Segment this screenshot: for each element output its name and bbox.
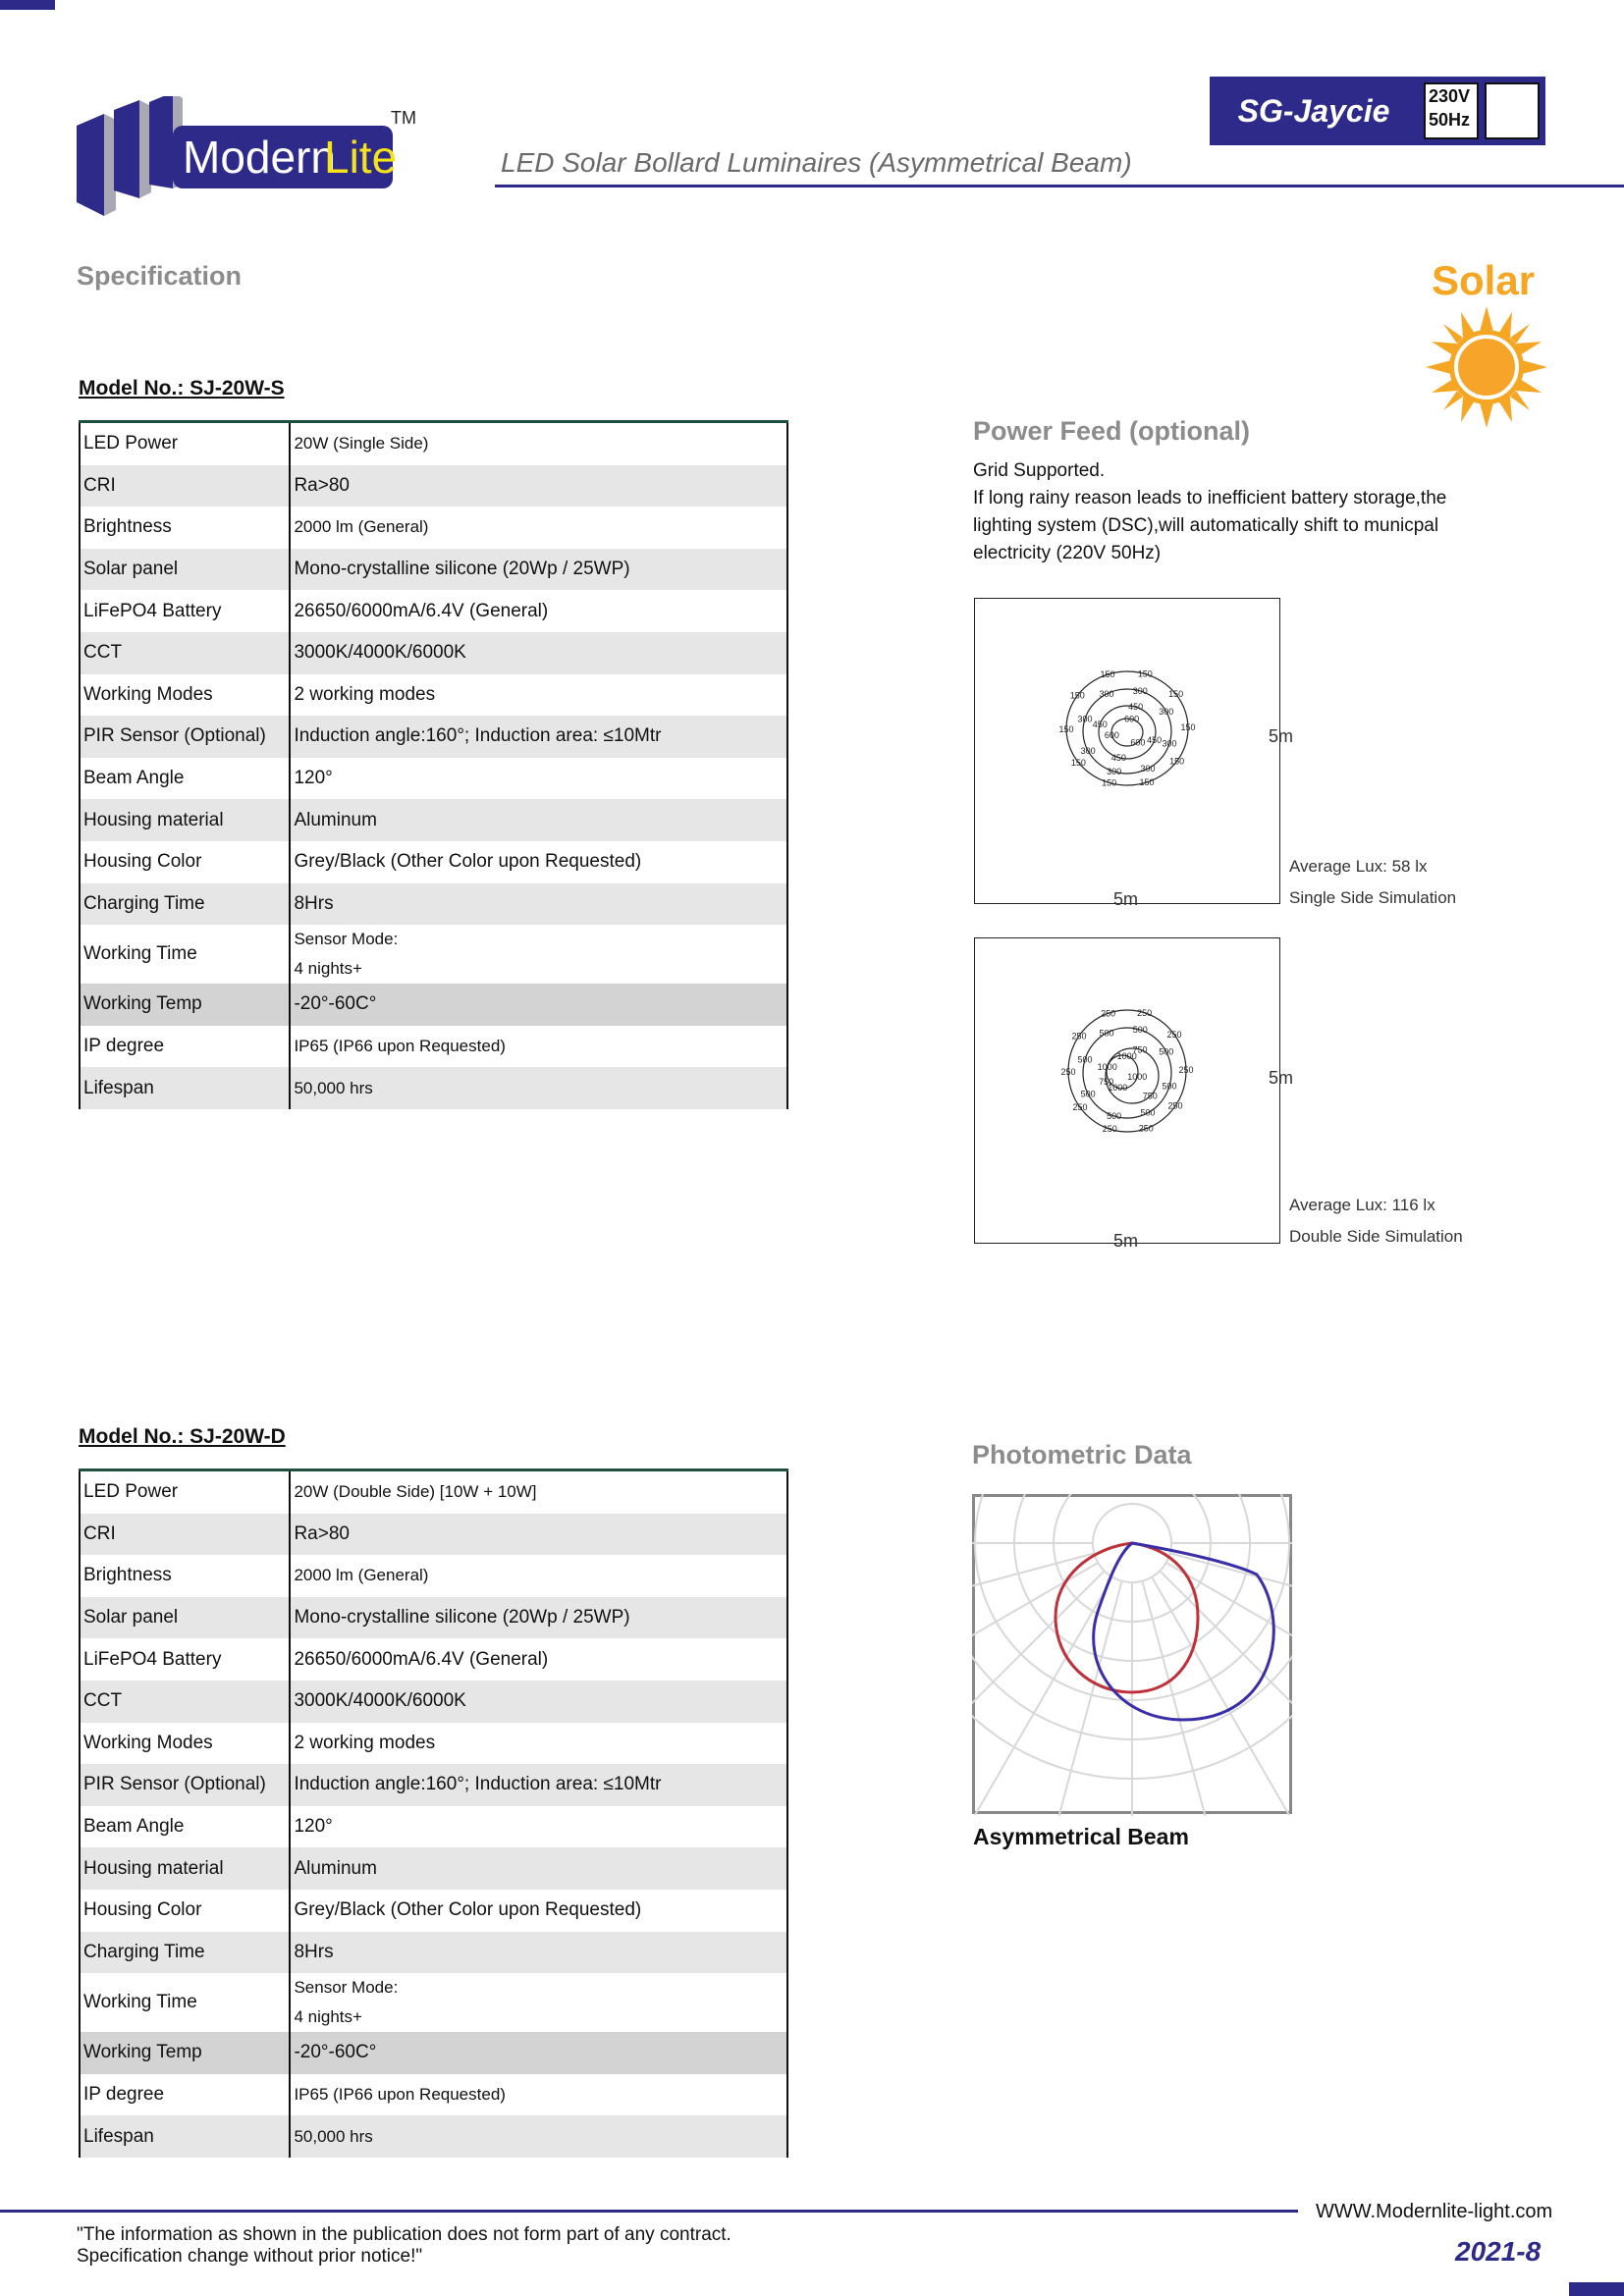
power-feed-line: lighting system (DSC),will automatically shift to municpal [973, 515, 1439, 536]
isolux-value-label: 300 [1099, 689, 1114, 699]
spec-row [80, 799, 787, 841]
isolux-value-label: 300 [1077, 714, 1093, 724]
spec-label: Working Time [80, 1973, 290, 2032]
double-isolux-diagram [975, 938, 1279, 1243]
spec-row [80, 2032, 787, 2074]
spec-label: Charging Time [80, 1932, 290, 1974]
isolux-value-label: 250 [1137, 1007, 1153, 1018]
spec-label: Working Temp [80, 984, 290, 1026]
spec-value: -20°-60C° [290, 984, 787, 1026]
voltage-line-1: 230V [1429, 86, 1471, 106]
spec-value: Aluminum [290, 799, 787, 841]
brand-name: SG-Jaycie [1237, 92, 1390, 129]
single-height-label: 5m [1269, 726, 1294, 746]
spec-value: Mono-crystalline silicone (20Wp / 25WP) [290, 1597, 787, 1639]
spec-value: IP65 (IP66 upon Requested) [290, 2074, 787, 2116]
spec-value: Ra>80 [290, 465, 787, 507]
spec-value-line: Sensor Mode: [294, 930, 399, 949]
spec-label: Housing material [80, 799, 290, 841]
disclaimer-line: "The information as shown in the publication does not form part of any contract. [77, 2224, 731, 2245]
isolux-value-label: 300 [1162, 738, 1177, 749]
corner-accent-top [0, 0, 55, 10]
spec-label: Beam Angle [80, 1806, 290, 1848]
spec-label: Housing Color [80, 1890, 290, 1932]
spec-value: Aluminum [290, 1847, 787, 1890]
isolux-value-label: 500 [1080, 1089, 1096, 1099]
spec-label: LED Power [80, 423, 290, 465]
contour-ring [1080, 689, 1174, 777]
spec-value: 8Hrs [290, 1932, 787, 1974]
spec-row [80, 1890, 787, 1932]
isolux-value-label: 500 [1132, 1025, 1148, 1036]
isolux-value-label: 300 [1140, 764, 1156, 774]
svg-text:Lite: Lite [324, 132, 398, 183]
spec-row [80, 1806, 787, 1848]
single-isolux-diagram [975, 599, 1279, 903]
polar-photometric-diagram [972, 1494, 1292, 1816]
spec-row [80, 883, 787, 926]
isolux-value-label: 500 [1099, 1028, 1114, 1039]
spec-row [80, 507, 787, 549]
spec-value: Mono-crystalline silicone (20Wp / 25WP) [290, 549, 787, 591]
spec-row [80, 1764, 787, 1806]
spec-label: Solar panel [80, 549, 290, 591]
isolux-value-label: 1000 [1097, 1062, 1117, 1072]
isolux-value-label: 250 [1138, 1123, 1154, 1134]
spec-row [80, 1597, 787, 1639]
isolux-value-label: 250 [1102, 1124, 1117, 1135]
spec-row [80, 2115, 787, 2158]
spec-value: Induction angle:160°; Induction area: ≤10Mtr [290, 1764, 787, 1806]
isolux-value-label: 750 [1132, 1044, 1148, 1055]
spec-row [80, 925, 787, 984]
isolux-value-label: 250 [1060, 1066, 1076, 1077]
isolux-value-label: 1000 [1108, 1083, 1128, 1094]
isolux-value-label: 250 [1072, 1102, 1088, 1113]
isolux-value-label: 300 [1159, 706, 1174, 717]
single-caption: Single Side Simulation [1289, 888, 1457, 907]
isolux-value-label: 150 [1058, 723, 1074, 734]
isolux-value-label: 150 [1137, 668, 1153, 679]
spec-label: Housing material [80, 1847, 290, 1890]
spec-value: Grey/Black (Other Color upon Requested) [290, 1890, 787, 1932]
spec-label: Working Time [80, 925, 290, 984]
spec-label: LED Power [80, 1471, 290, 1514]
power-feed-line: electricity (220V 50Hz) [973, 543, 1162, 563]
spec-label: LiFePO4 Battery [80, 590, 290, 632]
spec-row [80, 1555, 787, 1597]
isolux-value-label: 450 [1128, 702, 1144, 713]
power-feed-line: If long rainy reason leads to inefficient battery storage,the [973, 488, 1447, 508]
spec-row [80, 549, 787, 591]
spec-value: Induction angle:160°; Induction area: ≤10Mtr [290, 716, 787, 758]
spec-row [80, 1514, 787, 1556]
header-divider [495, 185, 1624, 187]
isolux-value-label: 300 [1107, 767, 1122, 777]
isolux-value-label: 450 [1110, 752, 1126, 763]
footer-divider [0, 2210, 1298, 2213]
spec-row [80, 1067, 787, 1109]
spec-value: 2000 lm (General) [290, 1555, 787, 1597]
solar-label: Solar [1432, 257, 1536, 303]
svg-text:Modern: Modern [183, 132, 336, 183]
spec-label: CRI [80, 1514, 290, 1556]
isolux-value-label: 150 [1100, 669, 1115, 680]
spec-value: 26650/6000mA/6.4V (General) [290, 590, 787, 632]
spec-row [80, 716, 787, 758]
spec-row [80, 590, 787, 632]
spec-label: CCT [80, 632, 290, 674]
spec-value: 2000 lm (General) [290, 507, 787, 549]
isolux-value-label: 500 [1077, 1054, 1093, 1065]
blank-badge [1485, 82, 1540, 139]
spec-label: CRI [80, 465, 290, 507]
specification-heading: Specification [77, 261, 243, 291]
photometric-caption: Asymmetrical Beam [973, 1824, 1189, 1849]
spec-value: 8Hrs [290, 883, 787, 926]
spec-row [80, 1932, 787, 1974]
spec-row [80, 758, 787, 800]
spec-row [80, 1723, 787, 1765]
isolux-value-label: 250 [1071, 1031, 1087, 1041]
disclaimer-line: Specification change without prior notice!" [77, 2246, 423, 2267]
isolux-value-label: 1000 [1116, 1050, 1137, 1061]
spec-row [80, 1973, 787, 2032]
model-s-spec-table [79, 420, 788, 1109]
spec-row [80, 423, 787, 465]
spec-row [80, 841, 787, 883]
isolux-value-label: 300 [1080, 746, 1096, 757]
photometric-heading: Photometric Data [972, 1440, 1192, 1469]
spec-value: 26650/6000mA/6.4V (General) [290, 1638, 787, 1681]
single-side-simulation [974, 598, 1280, 904]
trademark-mark: TM [391, 108, 416, 128]
modernlite-logo [77, 96, 430, 216]
spec-value: 3000K/4000K/6000K [290, 1681, 787, 1723]
spec-value: 2 working modes [290, 1723, 787, 1765]
isolux-value-label: 250 [1178, 1065, 1194, 1076]
spec-label: LiFePO4 Battery [80, 1638, 290, 1681]
spec-label: Working Modes [80, 674, 290, 717]
spec-label: Beam Angle [80, 758, 290, 800]
spec-value-line: Sensor Mode: [294, 1978, 399, 1998]
spec-value: Grey/Black (Other Color upon Requested) [290, 841, 787, 883]
spec-value: 50,000 hrs [290, 2115, 787, 2158]
spec-label: Solar panel [80, 1597, 290, 1639]
power-feed-heading: Power Feed (optional) [973, 416, 1251, 446]
isolux-value-label: 600 [1104, 730, 1119, 741]
isolux-value-label: 250 [1101, 1008, 1116, 1019]
spec-row [80, 1681, 787, 1723]
spec-row [80, 1471, 787, 1514]
spec-value: 3000K/4000K/6000K [290, 632, 787, 674]
double-width-label: 5m [1113, 1231, 1139, 1251]
spec-value: -20°-60C° [290, 2032, 787, 2074]
spec-label: Working Temp [80, 2032, 290, 2074]
spec-value: IP65 (IP66 upon Requested) [290, 1026, 787, 1068]
corner-accent-bottom [1569, 2282, 1624, 2296]
spec-row [80, 2074, 787, 2116]
spec-label: PIR Sensor (Optional) [80, 1764, 290, 1806]
product-subtitle: LED Solar Bollard Luminaires (Asymmetrical Beam) [501, 147, 1132, 178]
isolux-value-label: 450 [1092, 720, 1108, 729]
spec-label: Brightness [80, 507, 290, 549]
isolux-value-label: 450 [1147, 735, 1163, 745]
spec-label: Lifespan [80, 2115, 290, 2158]
spec-value [290, 925, 787, 984]
isolux-contours [1068, 1007, 1186, 1135]
spec-row [80, 984, 787, 1026]
spec-label: CCT [80, 1681, 290, 1723]
double-average-lux: Average Lux: 116 lx [1289, 1196, 1435, 1214]
spec-value-line: 4 nights+ [294, 959, 362, 979]
website-link[interactable]: WWW.Modernlite-light.com [1316, 2201, 1553, 2222]
spec-row [80, 632, 787, 674]
spec-label: PIR Sensor (Optional) [80, 716, 290, 758]
isolux-value-label: 150 [1180, 722, 1196, 733]
isolux-value-label: 300 [1132, 685, 1148, 696]
spec-value: 120° [290, 1806, 787, 1848]
isolux-value-label: 150 [1069, 690, 1085, 701]
spec-value: 20W (Double Side) [10W + 10W] [290, 1471, 787, 1514]
spec-label: IP degree [80, 2074, 290, 2116]
isolux-value-label: 600 [1130, 737, 1146, 748]
spec-value-line: 4 nights+ [294, 2007, 362, 2027]
spec-row [80, 1026, 787, 1068]
isolux-value-label: 750 [1099, 1077, 1114, 1088]
model-d-spec-table [79, 1468, 788, 2158]
spec-value: 50,000 hrs [290, 1067, 787, 1109]
isolux-value-label: 500 [1162, 1081, 1177, 1092]
spec-label: Brightness [80, 1555, 290, 1597]
spec-label: Charging Time [80, 883, 290, 926]
isolux-value-label: 750 [1142, 1091, 1158, 1101]
isolux-value-label: 250 [1166, 1029, 1182, 1040]
power-feed-line: Grid Supported. [973, 460, 1106, 481]
spec-value: 2 working modes [290, 674, 787, 717]
isolux-value-label: 150 [1070, 757, 1086, 768]
spec-label: Working Modes [80, 1723, 290, 1765]
double-side-simulation [974, 937, 1280, 1244]
spec-value: Ra>80 [290, 1514, 787, 1556]
double-height-label: 5m [1269, 1068, 1294, 1088]
spec-row [80, 1847, 787, 1890]
model-s-title: Model No.: SJ-20W-S [79, 377, 285, 400]
spec-value: 20W (Single Side) [290, 423, 787, 465]
spec-row [80, 1638, 787, 1681]
disclaimer [77, 2224, 731, 2268]
single-average-lux: Average Lux: 58 lx [1289, 857, 1428, 876]
double-caption: Double Side Simulation [1289, 1227, 1463, 1246]
isolux-value-label: 600 [1124, 714, 1140, 724]
spec-row [80, 674, 787, 717]
isolux-value-label: 500 [1140, 1107, 1156, 1118]
spec-value [290, 1973, 787, 2032]
isolux-value-label: 150 [1102, 777, 1117, 788]
isolux-value-label: 250 [1167, 1100, 1183, 1111]
isolux-value-label: 150 [1168, 689, 1184, 700]
spec-label: IP degree [80, 1026, 290, 1068]
isolux-value-label: 1000 [1127, 1072, 1148, 1082]
sun-icon [1424, 304, 1549, 430]
spec-row [80, 465, 787, 507]
isolux-value-label: 150 [1139, 776, 1155, 787]
isolux-value-label: 500 [1107, 1110, 1122, 1121]
model-d-title: Model No.: SJ-20W-D [79, 1425, 286, 1448]
spec-label: Housing Color [80, 841, 290, 883]
voltage-line-2: 50Hz [1429, 110, 1471, 130]
single-width-label: 5m [1113, 889, 1139, 909]
isolux-value-label: 500 [1159, 1046, 1174, 1057]
voltage-badge [1424, 82, 1479, 139]
power-feed-text [973, 457, 1523, 567]
isolux-value-label: 150 [1169, 756, 1185, 767]
spec-label: Lifespan [80, 1067, 290, 1109]
publication-date: 2021-8 [1455, 2236, 1542, 2267]
spec-value: 120° [290, 758, 787, 800]
